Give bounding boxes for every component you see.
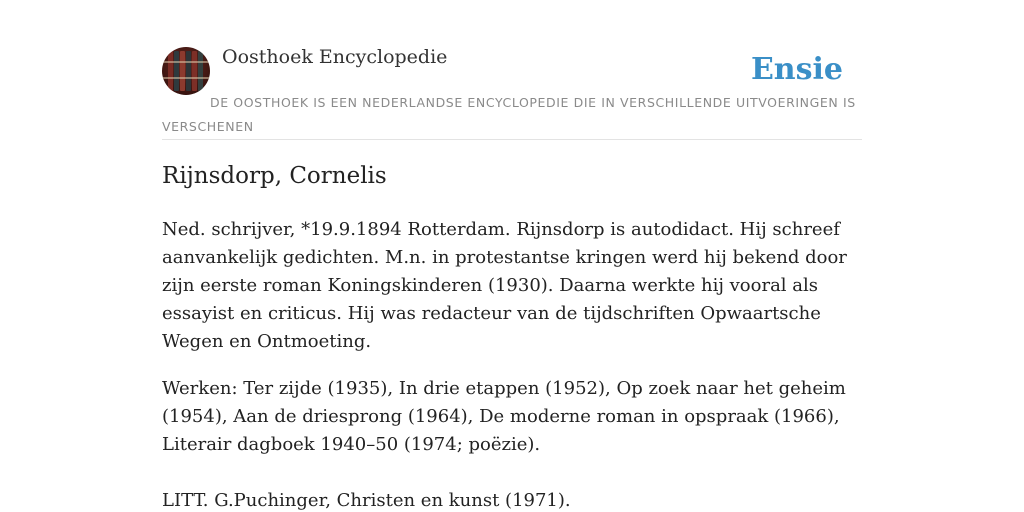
entry-paragraph-works: Werken: Ter zijde (1935), In drie etappen (1952), Op zoek naar het geheim (1954), Aan de driesprong (1964), De moderne roman in opspraak (1966), Literair dagboek 1940–50 (1974; poëzie). xyxy=(162,378,846,455)
book-spine xyxy=(168,51,173,91)
entry-title: Rijnsdorp, Cornelis xyxy=(162,163,387,189)
entry-paragraph-biography: Ned. schrijver, *19.9.1894 Rotterdam. Rijnsdorp is autodidact. Hij schreef aanvankelijk gedichten. M.n. in protestantse kringen werd hij bekend door zijn eerste roman Koningskinderen (1930). Daarna werkte hij vooral als essayist en criticus. Hij was redacteur van de tijdschriften Opwaartsche Wegen en Ontmoeting. xyxy=(162,219,847,352)
encyclopedia-books-avatar[interactable] xyxy=(162,47,210,95)
book-spine xyxy=(192,51,197,91)
entry-paragraph-literature: LITT. G.Puchinger, Christen en kunst (1971). xyxy=(162,490,571,511)
site-title-link[interactable]: Oosthoek Encyclopedie xyxy=(222,46,448,68)
book-band xyxy=(162,77,210,79)
header-divider xyxy=(162,139,862,140)
site-tagline: DE OOSTHOEK IS EEN NEDERLANDSE ENCYCLOPEDIE DIE IN VERSCHILLENDE UITVOERINGEN IS VERSCHENEN xyxy=(162,95,856,134)
book-spine xyxy=(174,51,179,91)
book-band xyxy=(162,61,210,63)
ensie-logo-link[interactable]: Ensie xyxy=(750,52,843,87)
book-spine xyxy=(186,51,191,91)
book-spine xyxy=(198,51,203,91)
book-spine xyxy=(180,51,185,91)
